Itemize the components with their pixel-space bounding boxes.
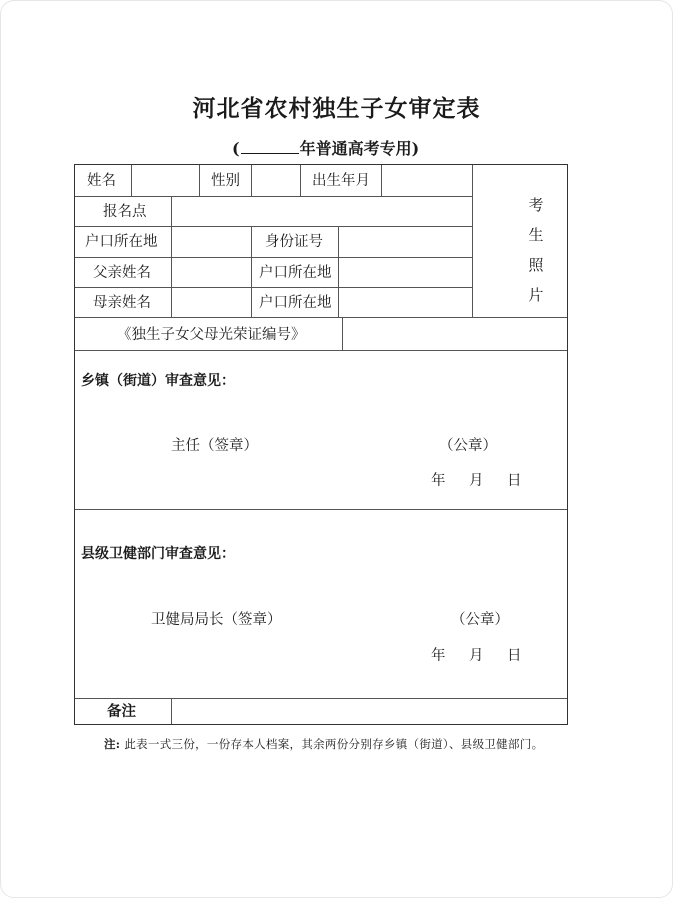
photo-divider bbox=[472, 165, 473, 317]
row-divider bbox=[75, 287, 472, 288]
township-date-day: 日 bbox=[507, 473, 522, 489]
photo-char: 考 bbox=[528, 196, 544, 214]
row-divider bbox=[75, 257, 472, 258]
remark-label: 备注 bbox=[107, 703, 136, 720]
exam-site-label: 报名点 bbox=[103, 204, 147, 220]
township-signer: 主任（签章） bbox=[171, 438, 258, 454]
footnote-label: 注: bbox=[104, 737, 121, 751]
col-divider bbox=[251, 226, 252, 317]
photo-char: 生 bbox=[528, 226, 544, 244]
birth-date-label: 出生年月 bbox=[312, 173, 370, 189]
col-divider bbox=[131, 165, 132, 196]
footnote-text: 此表一式三份，一份存本人档案，其余两份分别存乡镇（街道）、县级卫健部门。 bbox=[124, 737, 544, 751]
col-divider bbox=[338, 226, 339, 317]
father-hukou-label: 户口所在地 bbox=[259, 265, 332, 281]
certificate-number-label: 《独生子女父母光荣证编号》 bbox=[117, 327, 306, 343]
id-number-label: 身份证号 bbox=[265, 234, 323, 250]
row-divider bbox=[75, 317, 567, 318]
hukou-label: 户口所在地 bbox=[85, 234, 158, 250]
col-divider bbox=[171, 698, 172, 724]
county-date-year: 年 bbox=[431, 648, 446, 664]
row-divider bbox=[75, 698, 567, 699]
gender-label: 性别 bbox=[211, 173, 240, 189]
photo-placeholder bbox=[525, 190, 547, 310]
county-review-heading: 县级卫健部门审查意见： bbox=[81, 546, 235, 562]
row-divider bbox=[75, 509, 567, 510]
col-divider bbox=[300, 165, 301, 196]
row-divider bbox=[75, 196, 472, 197]
name-label: 姓名 bbox=[87, 173, 116, 189]
row-divider bbox=[75, 226, 472, 227]
col-divider bbox=[251, 165, 252, 196]
father-name-label: 父亲姓名 bbox=[93, 265, 151, 281]
county-date-month: 月 bbox=[469, 648, 484, 664]
col-divider bbox=[342, 317, 343, 350]
county-signer: 卫健局局长（签章） bbox=[151, 612, 282, 628]
township-date-year: 年 bbox=[431, 473, 446, 489]
mother-name-label: 母亲姓名 bbox=[93, 295, 151, 311]
year-blank[interactable] bbox=[241, 139, 299, 154]
subtitle bbox=[232, 136, 419, 159]
col-divider bbox=[171, 226, 172, 317]
photo-char: 照 bbox=[528, 256, 544, 274]
subtitle-text: 年普通高考专用) bbox=[299, 139, 420, 158]
footnote bbox=[104, 732, 574, 757]
county-date-day: 日 bbox=[507, 648, 522, 664]
township-date-month: 月 bbox=[469, 473, 484, 489]
subtitle-open-paren: ( bbox=[232, 139, 240, 158]
row-divider bbox=[75, 350, 567, 351]
county-seal: （公章） bbox=[451, 612, 509, 628]
col-divider bbox=[171, 196, 172, 226]
col-divider bbox=[199, 165, 200, 196]
page-title: 河北省农村独生子女审定表 bbox=[192, 95, 481, 122]
review-form-table bbox=[74, 164, 568, 725]
col-divider bbox=[381, 165, 382, 196]
township-seal: （公章） bbox=[439, 438, 497, 454]
photo-char: 片 bbox=[528, 286, 544, 304]
township-review-heading: 乡镇（街道）审查意见： bbox=[81, 373, 235, 389]
mother-hukou-label: 户口所在地 bbox=[259, 295, 332, 311]
